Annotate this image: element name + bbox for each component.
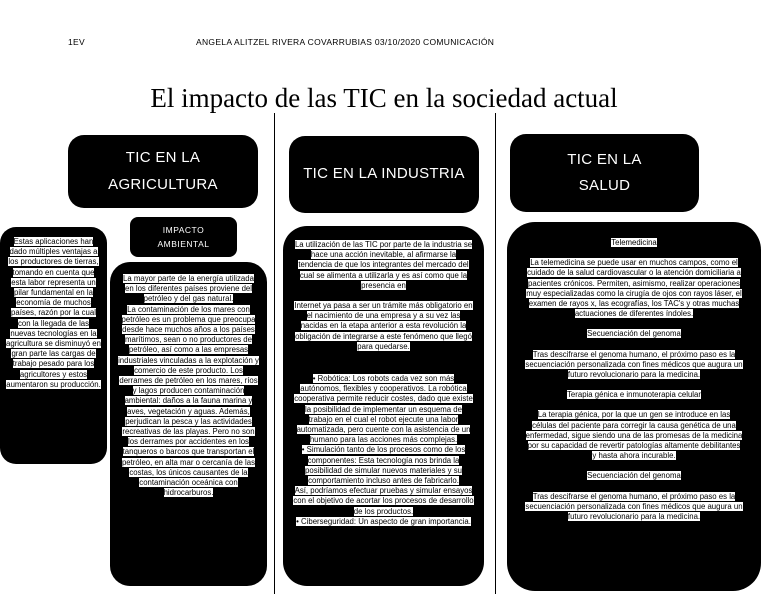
page-code: 1EV: [68, 37, 85, 47]
agricultura-heading: [68, 135, 258, 208]
industria-para-4: • Simulación tanto de los procesos como de los componentes: Esta tecnología nos brinda la posibilidad de simular nuevos materiales y su comportamiento incluso antes de fabricarlo.: [301, 445, 466, 486]
salud-text-terapia: La terapia génica, por la que un gen se introduce en las células del paciente para corregir la causa genética de una enfermedad, sigue siendo una de las promesas de la medicina por su capacidad de revertir patologías altamente debilitantes y hasta ahora incurable.: [525, 410, 743, 461]
salud-subheading-telemedicina: Telemedicina: [611, 238, 657, 247]
impacto-ambiental-line2: AMBIENTAL: [157, 239, 210, 249]
agricultura-benefits-text: Estas aplicaciones han dado múltiples ventajas a los productores de tierras, tomando en cuenta que esta labor representa un pilar fundamental en la economía de muchos países, razón por la cual con la llegada de las nuevas tecnologías en la agricultura se disminuyó en gran parte las cargas de trabajo pesado para los agricultores y estos aumentaron su producción.: [6, 237, 101, 389]
column-divider-right: [495, 113, 496, 594]
impacto-text-2: La contaminación de los mares con petróleo es un problema que preocupa desde hace muchos años a los países marítimos, sean o no productores de petróleo, así como a las empresas industriales vinculadas a la explotación y comercio de este producto. Los derrames de petróleo en los mares, ríos y lagos producen contaminación ambiental: daños a la fauna marina y aves, vegetación y aguas. Además, perjudican la pesca y las actividades recreativas de las playas. Pero no son los derrames por accidentes en los tanqueros o barcos que transportan el petróleo, en alta mar o cercanía de las costas, los únicos causantes de la contaminación oceánica con hidrocarburos.: [118, 304, 259, 498]
author-line: ANGELA ALITZEL RIVERA COVARRUBIAS 03/10/2020 COMUNICACIÓN: [196, 37, 495, 47]
industria-para-2: Internet ya pasa a ser un trámite más obligatorio en el nacimiento de una empresa y a su vez las nacidas en la etapa anterior a esta revolución la obligación de integrarse a este fenómeno que llegó para quedarse.: [294, 301, 473, 351]
salud-subheading-genoma: Secuenciación del genoma: [587, 329, 681, 339]
salud-text-genoma: Tras descifrarse el genoma humano, el próximo paso es la secuenciación personalizada con fines médicos que augura un futuro revolucionario para la medicina.: [525, 349, 743, 380]
salud-heading-line2: SALUD: [578, 177, 631, 194]
column-divider-left: [274, 113, 275, 594]
industria-para-3: • Robótica: Los robots cada vez son más autónomos, flexibles y cooperativos. La robótica cooperativa permite reducir costes, dado que existe la posibilidad de implementar un esquema de trabajo en el cual el robot ejecute una labor automatizada, pero cuente con la asistencia de un humano para las acciones más complejas.: [294, 374, 473, 445]
agricultura-heading-line2: AGRICULTURA: [108, 175, 218, 193]
impacto-text-1: La mayor parte de la energía utilizada en los diferentes países proviene del petróleo y del gas natural.: [123, 274, 254, 304]
impacto-ambiental-line1: IMPACTO: [162, 225, 205, 235]
salud-subheading-terapia: Terapia génica e inmunoterapia celular: [567, 390, 701, 400]
industria-para-6: • Ciberseguridad: Un aspecto de gran importancia.: [296, 516, 471, 526]
page-title: El impacto de las TIC en la sociedad actual: [150, 83, 618, 113]
impacto-ambiental-box: [110, 262, 267, 586]
agricultura-heading-line1: TIC EN LA: [125, 149, 201, 167]
industria-para-1: La utilización de las TIC por parte de la industria se hace una acción inevitable, al afirmarse la tendencia de que los integrantes del mercado del cual se alimenta a utilizarla y es así como que la presencia en: [294, 240, 473, 290]
industria-para-5: Así, podríamos efectuar pruebas y simular ensayos con el objetivo de acortar los procesos de desarrollo de los productos.: [293, 486, 474, 516]
salud-heading: [510, 134, 699, 212]
impacto-ambiental-heading: [130, 217, 237, 257]
salud-text-genoma-2: Tras descifrarse el genoma humano, el próximo paso es la secuenciación personalizada con fines médicos que augura un futuro revolucionario para la medicina.: [525, 491, 743, 522]
salud-subheading-genoma-2: Secuenciación del genoma: [587, 471, 681, 481]
agricultura-benefits-box: [0, 227, 107, 464]
industria-heading-text: TIC EN LA INDUSTRIA: [303, 165, 465, 183]
salud-box: [507, 222, 761, 591]
industria-box: [283, 226, 484, 586]
salud-heading-line1: TIC EN LA: [567, 150, 642, 168]
salud-text-telemedicina: La telemedicina se puede usar en muchos campos, como el cuidado de la salud cardiovascular o la atención domiciliaria a pacientes crónicos. Permiten, asimismo, realizar operaciones muy especializadas como la cirugía de ojos con rayos láser, el examen de rayos x, las ecografías, los TAC's y otras muchas actuaciones de diferentes índoles.: [526, 258, 742, 319]
industria-heading: [289, 136, 479, 213]
